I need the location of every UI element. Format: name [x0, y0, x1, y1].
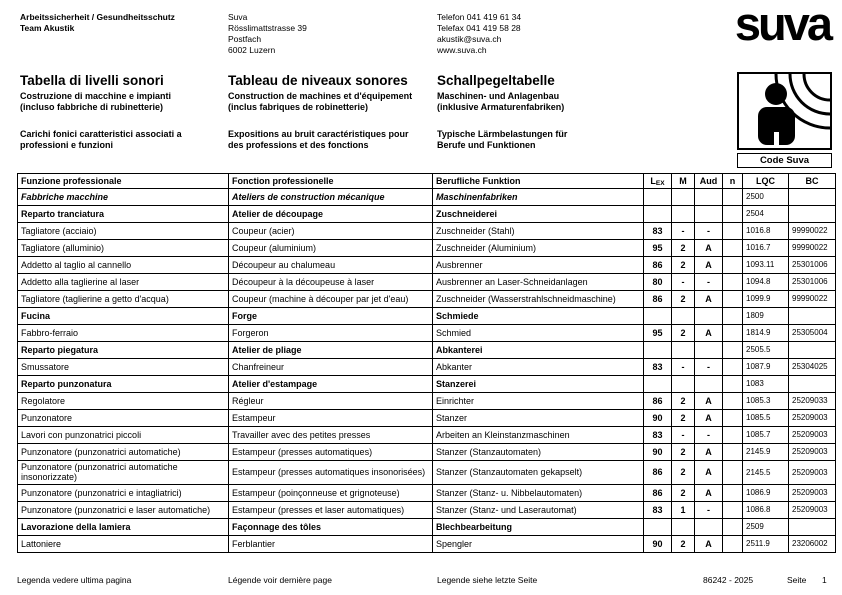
phone-line: Telefon 041 419 61 34	[437, 12, 522, 22]
cell-m: -	[672, 223, 695, 240]
address-line: Suva	[228, 12, 248, 22]
cell-aud	[695, 376, 723, 393]
cell-bc: 99990022	[789, 291, 836, 308]
cell-bc: 25209003	[789, 444, 836, 461]
cell-n	[723, 410, 743, 427]
caption-it: Carichi fonici caratteristici associati a	[20, 128, 182, 139]
title-block-french	[228, 73, 438, 152]
title-block-german	[437, 73, 647, 152]
cell-lex: 86	[644, 257, 672, 274]
cell-it: Reparto punzonatura	[18, 376, 229, 393]
cell-bc: 25304025	[789, 359, 836, 376]
cell-fr: Façonnage des tôles	[229, 518, 433, 535]
table-row	[18, 427, 836, 444]
cell-fr: Estampeur (presses et laser automatiques)	[229, 501, 433, 518]
cell-fr: Estampeur (poinçonneuse et grignoteuse)	[229, 484, 433, 501]
cell-aud: -	[695, 223, 723, 240]
cell-aud: A	[695, 484, 723, 501]
fax-line: Telefax 041 419 58 28	[437, 23, 521, 34]
cell-bc: 25209003	[789, 501, 836, 518]
cell-fr: Découpeur à la découpeuse à laser	[229, 274, 433, 291]
cell-it: Reparto piegatura	[18, 342, 229, 359]
cell-bc: 23206002	[789, 535, 836, 552]
address-line: Rösslimattstrasse 39	[228, 23, 307, 34]
cell-lqc: 1016.8	[743, 223, 789, 240]
cell-fr: Estampeur (presses automatiques)	[229, 444, 433, 461]
cell-de: Zuschneider (Stahl)	[433, 223, 644, 240]
cell-aud	[695, 518, 723, 535]
cell-de: Schmied	[433, 325, 644, 342]
cell-de: Zuschneider (Wasserstrahlschneidmaschine)	[433, 291, 644, 308]
col-header-lqc: LQC	[743, 174, 789, 189]
cell-m	[672, 189, 695, 206]
cell-bc: 25305004	[789, 325, 836, 342]
col-header-funzione: Funzione professionale	[18, 174, 229, 189]
cell-bc	[789, 342, 836, 359]
cell-it: Regolatore	[18, 393, 229, 410]
cell-lex	[644, 342, 672, 359]
address-block	[228, 12, 307, 56]
table-row	[18, 257, 836, 274]
cell-lqc: 1086.9	[743, 484, 789, 501]
cell-de: Stanzer (Stanz- u. Nibbelautomaten)	[433, 484, 644, 501]
subtitle-fr: Construction de machines et d'équipement	[228, 91, 413, 101]
cell-fr: Coupeur (machine à découper par jet d'eau)	[229, 291, 433, 308]
cell-n	[723, 444, 743, 461]
cell-aud: A	[695, 444, 723, 461]
cell-lqc: 1814.9	[743, 325, 789, 342]
cell-lex	[644, 308, 672, 325]
cell-n	[723, 206, 743, 223]
cell-n	[723, 274, 743, 291]
cell-m: 2	[672, 484, 695, 501]
col-header-lex: LEX	[644, 174, 672, 189]
contact-block	[437, 12, 521, 56]
cell-lex	[644, 518, 672, 535]
cell-bc: 99990022	[789, 223, 836, 240]
cell-m: 2	[672, 240, 695, 257]
cell-n	[723, 359, 743, 376]
cell-n	[723, 189, 743, 206]
cell-it: Punzonatore	[18, 410, 229, 427]
cell-fr: Régleur	[229, 393, 433, 410]
caption-de: Typische Lärmbelastungen für	[437, 128, 568, 139]
cell-de: Stanzer	[433, 410, 644, 427]
cell-bc: 25209003	[789, 410, 836, 427]
table-row	[18, 240, 836, 257]
code-suva-box	[737, 153, 832, 168]
cell-n	[723, 518, 743, 535]
table-row	[18, 518, 836, 535]
table-header-row	[18, 174, 836, 189]
suva-logo: suva	[734, 0, 830, 50]
sound-level-table	[17, 173, 836, 553]
cell-fr: Atelier de découpage	[229, 206, 433, 223]
subtitle-fr: (inclus fabriques de robinetterie)	[228, 101, 369, 112]
cell-bc: 25209003	[789, 461, 836, 485]
table-row	[18, 501, 836, 518]
table-row	[18, 376, 836, 393]
cell-n	[723, 342, 743, 359]
cell-lqc: 2505.5	[743, 342, 789, 359]
address-line: 6002 Luzern	[228, 45, 276, 56]
cell-de: Stanzer (Stanzautomaten)	[433, 444, 644, 461]
cell-lex: 83	[644, 501, 672, 518]
cell-bc	[789, 189, 836, 206]
footer-page-label: Seite	[787, 575, 807, 585]
cell-it: Addetto al taglio al cannello	[18, 257, 229, 274]
cell-m: 2	[672, 325, 695, 342]
page-title-de: Schallpegeltabelle	[437, 73, 555, 88]
cell-lex: 83	[644, 427, 672, 444]
col-header-n: n	[723, 174, 743, 189]
cell-aud: A	[695, 393, 723, 410]
cell-lex	[644, 376, 672, 393]
cell-bc	[789, 308, 836, 325]
cell-m: 2	[672, 444, 695, 461]
cell-lqc: 1094.8	[743, 274, 789, 291]
cell-lex: 90	[644, 410, 672, 427]
cell-fr: Coupeur (aluminium)	[229, 240, 433, 257]
col-header-m: M	[672, 174, 695, 189]
cell-de: Stanzer (Stanzautomaten gekapselt)	[433, 461, 644, 485]
cell-de: Abkanter	[433, 359, 644, 376]
col-header-bc: BC	[789, 174, 836, 189]
cell-aud: A	[695, 257, 723, 274]
subtitle-de: Maschinen- und Anlagenbau	[437, 91, 560, 101]
table-row	[18, 189, 836, 206]
cell-aud: -	[695, 427, 723, 444]
cell-de: Ausbrenner an Laser-Schneidanlagen	[433, 274, 644, 291]
department-block	[20, 12, 175, 34]
page-footer	[0, 575, 842, 589]
table-row	[18, 223, 836, 240]
table-row	[18, 484, 836, 501]
cell-lqc: 2511.9	[743, 535, 789, 552]
cell-n	[723, 240, 743, 257]
cell-aud	[695, 189, 723, 206]
cell-n	[723, 461, 743, 485]
cell-lqc: 1085.7	[743, 427, 789, 444]
cell-n	[723, 393, 743, 410]
caption-fr: Expositions au bruit caractéristiques pour	[228, 128, 409, 139]
cell-m: -	[672, 359, 695, 376]
footer-doc-number: 86242 - 2025	[703, 575, 754, 585]
subtitle-it: Costruzione di macchine e impianti	[20, 91, 172, 101]
cell-lex: 90	[644, 444, 672, 461]
cell-bc: 25301006	[789, 257, 836, 274]
cell-m: -	[672, 274, 695, 291]
cell-lqc: 2145.5	[743, 461, 789, 485]
cell-de: Ausbrenner	[433, 257, 644, 274]
cell-bc: 25301006	[789, 274, 836, 291]
table-row	[18, 308, 836, 325]
cell-bc: 25209033	[789, 393, 836, 410]
cell-de: Stanzerei	[433, 376, 644, 393]
address-line: Postfach	[228, 34, 262, 45]
email-line: akustik@suva.ch	[437, 34, 502, 45]
table-row	[18, 291, 836, 308]
cell-lex: 95	[644, 325, 672, 342]
cell-it: Tagliatore (acciaio)	[18, 223, 229, 240]
cell-fr: Chanfreineur	[229, 359, 433, 376]
cell-it: Tagliatore (taglierine a getto d'acqua)	[18, 291, 229, 308]
cell-m: 2	[672, 291, 695, 308]
cell-lex: 83	[644, 359, 672, 376]
title-block-italian	[20, 73, 230, 152]
cell-fr: Coupeur (acier)	[229, 223, 433, 240]
cell-lqc: 1085.5	[743, 410, 789, 427]
cell-bc	[789, 376, 836, 393]
cell-bc	[789, 518, 836, 535]
cell-lqc: 2500	[743, 189, 789, 206]
cell-fr: Ateliers de construction mécanique	[229, 189, 433, 206]
cell-de: Abkanterei	[433, 342, 644, 359]
cell-it: Smussatore	[18, 359, 229, 376]
cell-de: Zuschneiderei	[433, 206, 644, 223]
cell-bc: 99990022	[789, 240, 836, 257]
cell-fr: Atelier d'estampage	[229, 376, 433, 393]
cell-n	[723, 484, 743, 501]
cell-lex: 86	[644, 291, 672, 308]
col-header-aud: Aud	[695, 174, 723, 189]
cell-it: Addetto alla taglierine al laser	[18, 274, 229, 291]
cell-m: -	[672, 427, 695, 444]
cell-it: Punzonatore (punzonatrici e intagliatrici)	[18, 484, 229, 501]
team-line: Team Akustik	[20, 23, 75, 34]
cell-fr: Estampeur (presses automatiques insonorisées)	[229, 461, 433, 485]
cell-it: Punzonatore (punzonatrici e laser automatiche)	[18, 501, 229, 518]
cell-lex: 86	[644, 461, 672, 485]
cell-lqc: 2504	[743, 206, 789, 223]
cell-fr: Découpeur au chalumeau	[229, 257, 433, 274]
cell-bc: 25209003	[789, 484, 836, 501]
cell-m	[672, 308, 695, 325]
cell-lex: 86	[644, 393, 672, 410]
subtitle-de: (inklusive Armaturenfabriken)	[437, 101, 565, 112]
noise-pictogram-box	[737, 72, 832, 150]
cell-aud	[695, 206, 723, 223]
cell-aud: A	[695, 535, 723, 552]
cell-m: 2	[672, 461, 695, 485]
cell-lqc: 1083	[743, 376, 789, 393]
page-title-fr: Tableau de niveaux sonores	[228, 73, 408, 88]
table-row	[18, 359, 836, 376]
cell-aud: -	[695, 274, 723, 291]
cell-it: Lattoniere	[18, 535, 229, 552]
cell-m	[672, 206, 695, 223]
cell-it: Reparto tranciatura	[18, 206, 229, 223]
cell-it: Punzonatore (punzonatrici automatiche insonorizzate)	[18, 461, 229, 485]
cell-m: 2	[672, 393, 695, 410]
cell-de: Blechbearbeitung	[433, 518, 644, 535]
table-row	[18, 444, 836, 461]
cell-lqc: 1087.9	[743, 359, 789, 376]
table-row	[18, 410, 836, 427]
cell-aud: A	[695, 240, 723, 257]
cell-it: Punzonatore (punzonatrici automatiche)	[18, 444, 229, 461]
cell-aud: A	[695, 410, 723, 427]
table-body	[18, 189, 836, 553]
cell-it: Fucina	[18, 308, 229, 325]
cell-n	[723, 291, 743, 308]
cell-fr: Forgeron	[229, 325, 433, 342]
person-noise-icon	[739, 74, 830, 148]
cell-lqc: 1093.11	[743, 257, 789, 274]
cell-aud: -	[695, 501, 723, 518]
footer-legend-de: Legende siehe letzte Seite	[437, 575, 538, 585]
cell-fr: Forge	[229, 308, 433, 325]
cell-aud	[695, 308, 723, 325]
cell-lqc: 2509	[743, 518, 789, 535]
caption-it: professioni e funzioni	[20, 140, 114, 151]
cell-lqc: 1086.8	[743, 501, 789, 518]
cell-fr: Atelier de pliage	[229, 342, 433, 359]
cell-de: Einrichter	[433, 393, 644, 410]
cell-lex: 80	[644, 274, 672, 291]
footer-legend-it: Legenda vedere ultima pagina	[17, 575, 132, 585]
cell-fr: Ferblantier	[229, 535, 433, 552]
cell-lex: 90	[644, 535, 672, 552]
cell-fr: Estampeur	[229, 410, 433, 427]
cell-aud: A	[695, 461, 723, 485]
cell-lex: 83	[644, 223, 672, 240]
cell-m: 2	[672, 535, 695, 552]
cell-de: Schmiede	[433, 308, 644, 325]
cell-n	[723, 427, 743, 444]
cell-lqc: 1085.3	[743, 393, 789, 410]
table-row	[18, 342, 836, 359]
cell-bc	[789, 206, 836, 223]
page-title-it: Tabella di livelli sonori	[20, 73, 164, 88]
subtitle-it: (incluso fabbriche di rubinetterie)	[20, 101, 164, 112]
table-row	[18, 393, 836, 410]
cell-lqc: 1809	[743, 308, 789, 325]
cell-lqc: 1099.9	[743, 291, 789, 308]
cell-aud: A	[695, 291, 723, 308]
cell-it: Lavorazione della lamiera	[18, 518, 229, 535]
col-header-berufliche-funktion: Berufliche Funktion	[433, 174, 644, 189]
cell-fr: Travailler avec des petites presses	[229, 427, 433, 444]
cell-lqc: 2145.9	[743, 444, 789, 461]
cell-bc: 25209003	[789, 427, 836, 444]
cell-n	[723, 535, 743, 552]
table-row	[18, 206, 836, 223]
cell-m: 2	[672, 257, 695, 274]
cell-m	[672, 518, 695, 535]
cell-de: Maschinenfabriken	[433, 189, 644, 206]
table-row	[18, 535, 836, 552]
footer-page-number: 1	[822, 575, 827, 585]
cell-it: Fabbriche macchine	[18, 189, 229, 206]
cell-de: Zuschneider (Aluminium)	[433, 240, 644, 257]
code-suva-label: Code Suva	[759, 155, 810, 166]
cell-de: Spengler	[433, 535, 644, 552]
cell-aud: A	[695, 325, 723, 342]
department-line: Arbeitssicherheit / Gesundheitsschutz	[20, 12, 175, 22]
cell-m	[672, 376, 695, 393]
cell-n	[723, 501, 743, 518]
cell-lex	[644, 189, 672, 206]
cell-n	[723, 257, 743, 274]
cell-m: 2	[672, 410, 695, 427]
cell-aud: -	[695, 359, 723, 376]
cell-it: Fabbro-ferraio	[18, 325, 229, 342]
cell-n	[723, 376, 743, 393]
cell-lqc: 1016.7	[743, 240, 789, 257]
cell-aud	[695, 342, 723, 359]
cell-n	[723, 308, 743, 325]
cell-de: Stanzer (Stanz- und Laserautomat)	[433, 501, 644, 518]
cell-it: Lavori con punzonatrici piccoli	[18, 427, 229, 444]
caption-fr: des professions et des fonctions	[228, 140, 369, 151]
table-row	[18, 274, 836, 291]
cell-lex: 95	[644, 240, 672, 257]
caption-de: Berufe und Funktionen	[437, 140, 536, 151]
cell-lex: 86	[644, 484, 672, 501]
table-row	[18, 461, 836, 485]
col-header-fonction: Fonction professionelle	[229, 174, 433, 189]
cell-de: Arbeiten an Kleinstanzmaschinen	[433, 427, 644, 444]
cell-it: Tagliatore (alluminio)	[18, 240, 229, 257]
website-line: www.suva.ch	[437, 45, 487, 56]
cell-m: 1	[672, 501, 695, 518]
cell-m	[672, 342, 695, 359]
cell-n	[723, 325, 743, 342]
cell-n	[723, 223, 743, 240]
table-row	[18, 325, 836, 342]
footer-legend-fr: Légende voir dernière page	[228, 575, 332, 585]
cell-lex	[644, 206, 672, 223]
